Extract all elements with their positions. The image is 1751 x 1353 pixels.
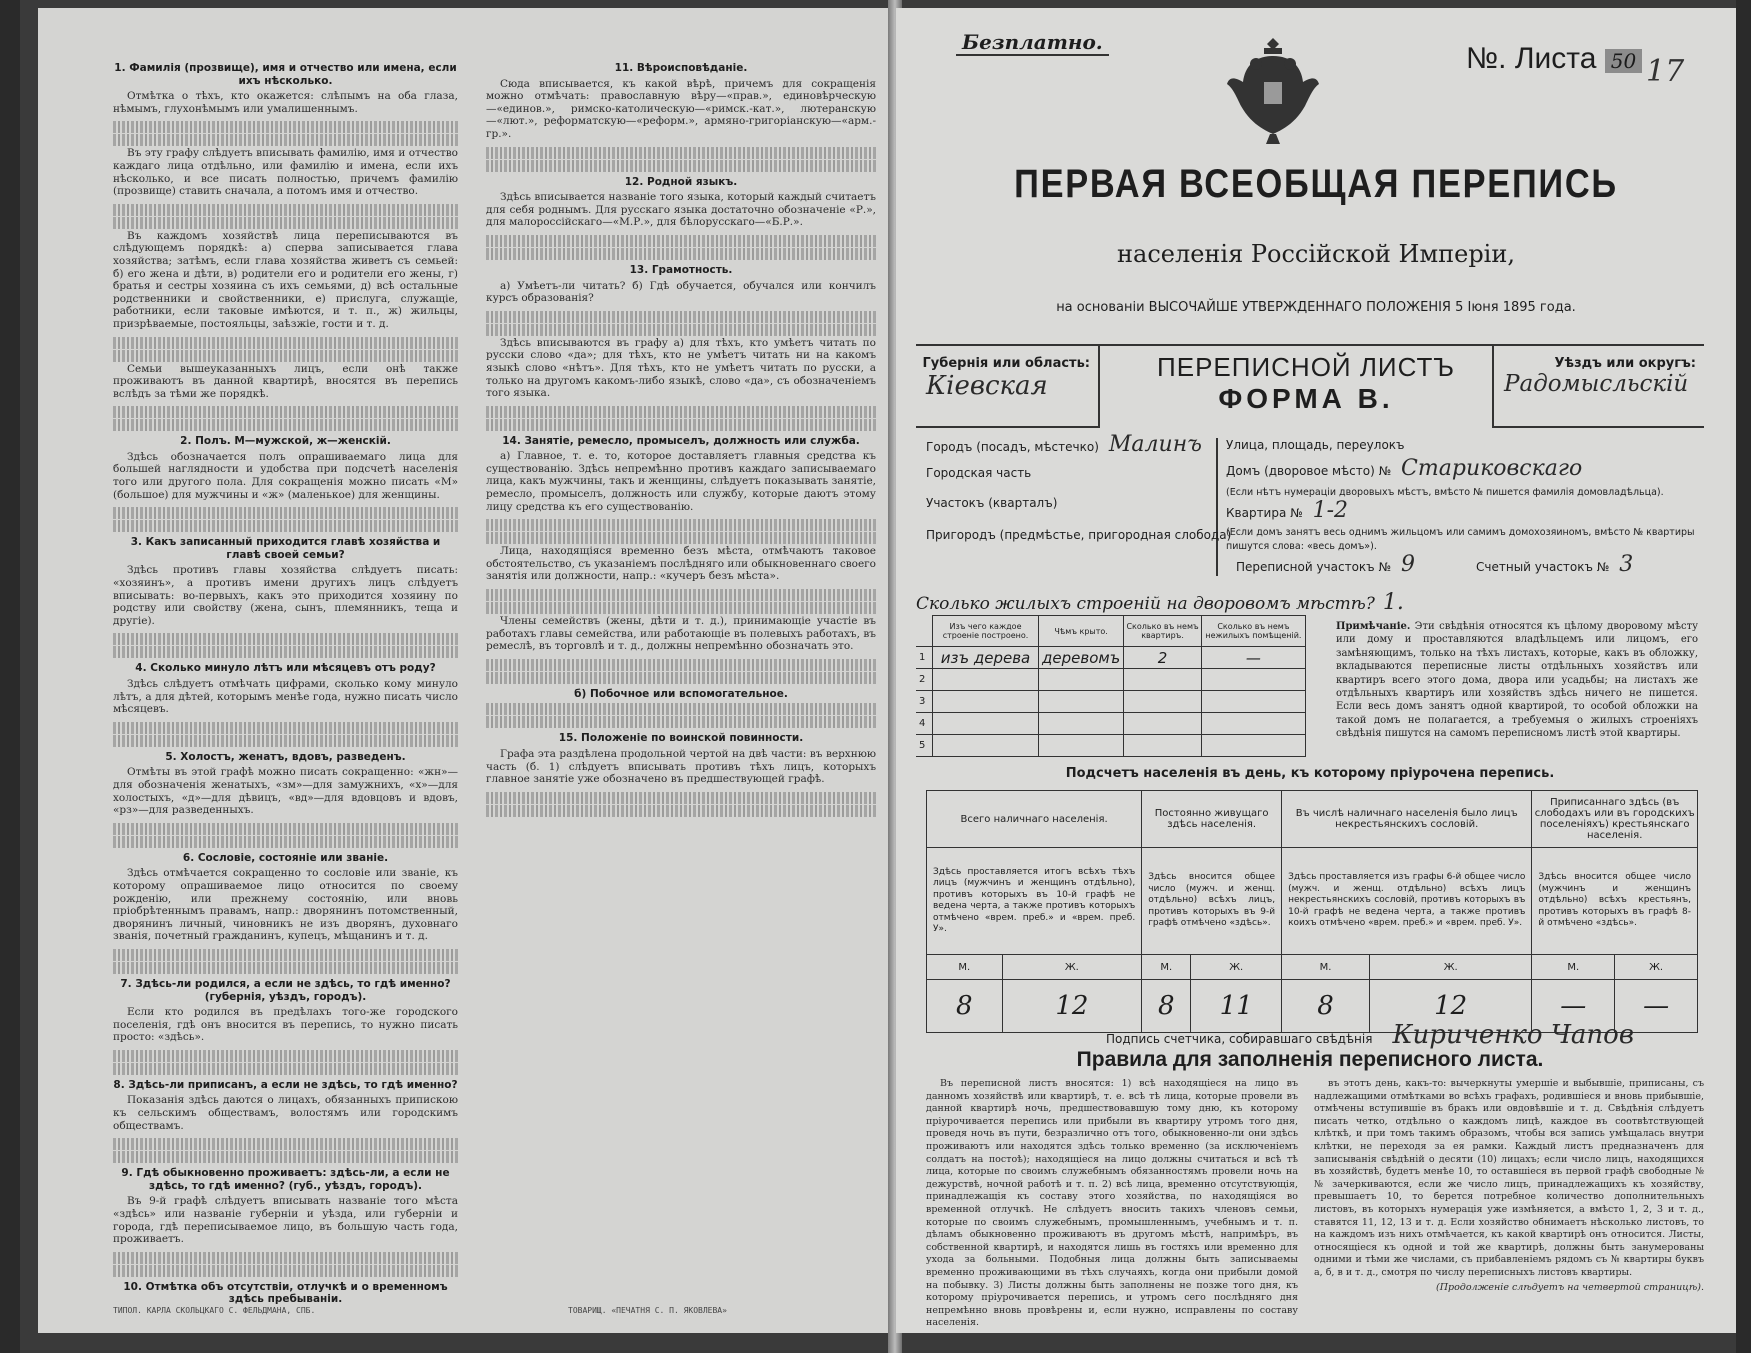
section-text: Здѣсь вписываются въ графу а) для тѣхъ, кто умѣетъ читать по русски слово «да»; для тѣхъ, кто не умѣетъ читать ни на какомъ языкѣ слово «нѣтъ». Для тѣхъ, кто не умѣетъ читать по русски, а только на другомъ какомъ-либо языкѣ, слово «да», съ обозначеніемъ того языка. — [486, 336, 876, 400]
text-line — [113, 350, 458, 362]
count-desc-peasant: Здѣсь вносится общее число (мужчинъ и женщинъ отдѣльно) всѣхъ крестьянъ, противъ которыхъ въ графѣ 8-й отмѣчено «здѣсь». — [1532, 848, 1698, 955]
text-line — [113, 949, 458, 961]
form-title: ПЕРЕПИСНОЙ ЛИСТЪ — [1157, 352, 1455, 382]
section-text: Отмѣты въ этой графѣ можно писать сокращенно: «жн»—для обозначенія женатыхъ, «зм»—для замужнихъ, «х»—для холостыхъ, «д»—для дѣвицъ, «вд»—для вдовцовъ и вдовъ, «рз»—для разведенныхъ. — [113, 766, 458, 817]
section-text: а) Главное, т. е. то, которое доставляетъ главныя средства къ существованію. Здѣсь непремѣнно противъ каждаго записываемаго лица, какъ мужчины, такъ и женщины, слѣдуетъ показывать занятіе, ремесло, промыселъ, должность или службу, которые даютъ этому лицу средства къ его существованію. — [486, 450, 876, 513]
population-count-title: Подсчетъ населенія въ день, къ которому пріурочена перепись. — [1065, 766, 1555, 781]
gubernia-label: Губернія или область: — [922, 356, 1090, 371]
census-district-value: 9 — [1400, 552, 1415, 577]
rules-column-1 — [926, 1078, 1298, 1332]
count-value: 12 — [1002, 980, 1142, 1033]
sex-male-label: М. — [927, 955, 1003, 980]
count-district-value: 3 — [1619, 552, 1634, 577]
buildings-cell — [1201, 691, 1305, 713]
text-line — [486, 805, 876, 817]
text-line — [486, 406, 876, 418]
apartment-label: Квартира № — [1226, 506, 1303, 520]
text-line — [113, 204, 458, 216]
text-line — [486, 602, 876, 614]
buildings-cell — [1201, 735, 1305, 757]
section-text: Если кто родился въ предѣлахъ того-же городского поселенія, гдѣ онъ вносится въ перепись, то нужно писать просто: «здѣсь». — [113, 1006, 458, 1044]
rules-continued: (Продолженіе слѣдуетъ на четвертой страницѣ). — [1436, 1281, 1704, 1293]
legal-basis: на основаніи ВЫСОЧАЙШЕ УТВЕРЖДЕННАГО ПОЛОЖЕНІЯ 5 Іюня 1895 года. — [1056, 300, 1576, 315]
count-value: — — [1615, 980, 1698, 1033]
census-district-label: Переписной участокъ № — [1236, 560, 1391, 574]
text-line — [486, 672, 876, 684]
section-heading: 2. Полъ. М—мужской, ж—женскій. — [180, 435, 391, 448]
form-name: ФОРМА В. — [1218, 383, 1394, 414]
text-line — [113, 507, 458, 519]
section-text: Здѣсь слѣдуетъ отмѣчать цифрами, сколько кому минуло лѣтъ, а для дѣтей, которымъ менѣе года, нужно писать число мѣсяцевъ. — [113, 678, 458, 716]
fields-divider — [1216, 438, 1218, 576]
section-heading: 9. Гдѣ обыкновенно проживаетъ: здѣсь-ли, а если не здѣсь, то гдѣ именно? (губ., уѣздъ, городъ). — [121, 1167, 450, 1192]
text-line — [486, 792, 876, 804]
section-text: Семьи вышеуказанныхъ лицъ, если онѣ также проживаютъ въ данной квартирѣ, вносятся въ перепись вслѣдъ за тѣми же порядкѣ. — [113, 362, 458, 400]
section-text: Члены семействъ (жены, дѣти и т. д.), принимающіе участіе въ работахъ главы семейства, или работающіе въ полевыхъ работахъ, въ ремеслѣ, въ торговлѣ и т. д., должны непремѣнно обозначать это. — [486, 615, 876, 653]
text-line — [113, 823, 458, 835]
buildings-header-nonresidential: Сколько въ немъ нежилыхъ помѣщеній. — [1201, 616, 1305, 647]
buildings-corner — [916, 616, 933, 647]
sex-female-label: Ж. — [1002, 955, 1142, 980]
section-heading: 1. Фамилія (прозвище), имя и отчество или имена, если ихъ нѣсколько. — [114, 62, 457, 87]
uezd-box — [1492, 346, 1704, 428]
buildings-cell — [933, 691, 1039, 713]
buildings-cell: 2 — [916, 669, 933, 691]
page-title: ПЕРВАЯ ВСЕОБЩАЯ ПЕРЕПИСЬ — [1014, 162, 1618, 206]
text-line — [113, 1265, 458, 1277]
section-text: Здѣсь вписывается названіе того языка, который каждый считаетъ для себя роднымъ. Для русскаго языка достаточно обозначеніе «Р.», для малороссійскаго—«М.Р.», для бѣлорусскаго—«Б.Р.». — [486, 191, 876, 229]
buildings-cell — [1039, 713, 1124, 735]
section-heading: 12. Родной языкъ. — [624, 175, 738, 188]
text-line — [113, 121, 458, 133]
section-text: Здѣсь противъ главы хозяйства слѣдуетъ писать: «хозяинъ», а противъ имени другихъ лицъ слѣдуетъ вписывать: во-первыхъ, какъ это приходится хозяину по родству или свойству (жена, сынъ, племянникъ, теща и другіе). — [113, 564, 458, 627]
living-buildings — [916, 590, 1404, 615]
buildings-row — [916, 735, 1306, 757]
book-spread — [20, 0, 1736, 1353]
living-buildings-label: Сколько жилыхъ строеній на дворовомъ мѣстѣ? — [916, 594, 1375, 614]
left-column-1 — [113, 58, 458, 1309]
living-buildings-value: 1. — [1382, 590, 1404, 615]
buildings-note — [1336, 620, 1698, 741]
uezd-value: Радомысльскій — [1504, 371, 1689, 397]
text-line — [113, 1050, 458, 1062]
text-line — [113, 134, 458, 146]
signature-value: Кириченко Чапов — [1392, 1020, 1634, 1050]
text-line — [113, 735, 458, 747]
text-line — [486, 160, 876, 172]
buildings-cell — [1039, 669, 1124, 691]
section-text: Въ каждомъ хозяйствѣ лица переписываются въ слѣдующемъ порядкѣ: а) сперва записывается глава хозяйства; затѣмъ, если глава хозяйства живетъ съ семьей: б) его жена и дѣти, в) родители его и родители его жены, г) братья и сестры хозяина съ ихъ семьями, д) всѣ остальные родственники и свойственники, е) прислуга, служащіе, работники, если таковые имѣются, и т. п., ж) жильцы, призрѣваемые, постояльцы, заѣзжіе, гости и т. д. — [113, 229, 458, 330]
text-line — [113, 1138, 458, 1150]
section-text: Здѣсь обозначается полъ опрашиваемаго лица для большей наглядности и удобства при подсчетѣ населенія того или другого пола. Для сокращенія можно писать «М» (большое) для мужчины и «ж» (маленькое) для женщины. — [113, 450, 458, 501]
rules-title: Правила для заполненія переписного листа. — [1076, 1048, 1544, 1071]
section-heading: 14. Занятіе, ремесло, промыселъ, должность или служба. — [502, 434, 860, 447]
text-line — [113, 337, 458, 349]
count-value: — — [1532, 980, 1615, 1033]
sheet-number — [1466, 42, 1642, 76]
count-desc-non-peasant: Здѣсь проставляется изъ графы 6-й общее число (мужч. и женщ. отдѣльно) всѣхъ лицъ некрестьянскихъ сословій, противъ которыхъ въ 10-й графѣ не ведена черта, а также противъ коихъ отмѣчено «врем. преб.» и «врем. преб. У». — [1282, 848, 1532, 955]
apartment-note: (Если домъ занятъ весь однимъ жильцомъ или самимъ домохозяиномъ, вмѣсто № квартиры пишутся слова: «весь домъ»). — [1226, 527, 1695, 552]
house-note: (Если нѣтъ нумераціи дворовыхъ мѣстъ, вмѣсто № пишется фамилія домовладѣльца). — [1226, 487, 1664, 498]
gubernia-box — [916, 346, 1100, 428]
buildings-cell — [933, 669, 1039, 691]
buildings-cell — [933, 713, 1039, 735]
buildings-cell — [1124, 691, 1202, 713]
section-text: Здѣсь отмѣчается сокращенно то сословіе или званіе, къ которому опрашиваемое лицо относится по своему рожденію, или прежнему состоянію, или вновь пріобрѣтеннымъ правамъ, напр.: дворянинъ потомственный, дворянинъ личный, чиновникъ не изъ дворянъ, духовнаго званія, почетный гражданинъ, купецъ, мѣщанинъ и т. д. — [113, 867, 458, 943]
count-value: 11 — [1191, 980, 1282, 1033]
text-line — [486, 147, 876, 159]
section-text: Въ 9-й графѣ слѣдуетъ вписывать названіе того мѣста «здѣсь» или названіе губерніи и уѣзда, или губерніи и города, гдѣ переписываемое лицо, въ большую часть года, проживаетъ. — [113, 1195, 458, 1246]
rules-text-2: въ этотъ день, какъ-то: вычеркнуты умершіе и выбывшіе, приписаны, съ надлежащими отмѣтками во всѣхъ графахъ, родившіеся и вновь прибывшіе, отмѣчены вступившіе въ бракъ или овдовѣвшіе и т. д. Свѣдѣнія слѣдуетъ писать четко, отдѣльно о каждомъ лицѣ, каждое въ соотвѣтствующей клѣткѣ, и при томъ такимъ образомъ, чтобы вся запись умѣщалась внутри клѣтки, не переходя за ея рамки. Каждый листъ предназначенъ для записыванія свѣдѣній о десяти (10) лицахъ; если число лицъ, находящихся въ хозяйствѣ, будетъ менѣе 10, то оставшіеся въ первой графѣ свободные №№ зачеркиваются, если же число лицъ, принадлежащихъ къ хозяйству, превышаетъ 10, то берется потребное количество дополнительныхъ листовъ, въ которыхъ нумерація уже измѣняется, а вмѣсто 1, 2, 3 и т. д., ставятся 11, 12, 13 и т. д. Если хозяйство обнимаетъ нѣсколько листовъ, то на каждомъ изъ нихъ отмѣчается, къ какой квартирѣ онъ относится. Листы, относящіеся къ одной и той же квартирѣ, должны быть занумерованы одними и тѣми же числами, съ прибавленіемъ рядомъ съ № квартиры буквъ а, б, в и т. д., смотря по числу переписныхъ листовъ квартиры. — [1314, 1078, 1704, 1278]
section-text: Графа эта раздѣлена продольной чертой на двѣ части: въ верхнюю часть (б. 1) слѣдуетъ вписывать противъ тѣхъ лицъ, которыхъ главное занятіе уже обозначено въ предшествующей графѣ. — [486, 748, 876, 786]
free-label: Безплатно. — [956, 30, 1109, 56]
text-line — [486, 659, 876, 671]
buildings-cell: — — [1201, 647, 1305, 669]
apartment-value: 1-2 — [1312, 498, 1349, 523]
count-header-non-peasant: Въ числѣ наличнаго населенія было лицъ некрестьянскихъ сословій. — [1282, 791, 1532, 848]
form-header — [916, 344, 1704, 432]
note-label: Примѣчаніе. — [1336, 621, 1411, 632]
buildings-cell — [1039, 691, 1124, 713]
city-value: Малинъ — [1108, 432, 1202, 457]
count-value: 8 — [927, 980, 1003, 1033]
section-heading: 7. Здѣсь-ли родился, а если не здѣсь, то гдѣ именно? (губернія, уѣздъ, городъ). — [120, 977, 451, 1003]
sheet-number-label: №. Листа — [1466, 42, 1597, 75]
printer-imprint-left: ТИПОЛ. КАРЛА СКОЛЬЦКАГО С. ФЕЛЬДМАНА, СПБ. — [113, 1306, 316, 1315]
buildings-cell: 1 — [916, 647, 933, 669]
text-line — [486, 519, 876, 531]
section-text: Отмѣтка о тѣхъ, кто окажется: слѣпымъ на оба глаза, нѣмымъ, глухонѣмымъ или умалишеннымъ. — [113, 90, 458, 115]
buildings-row — [916, 691, 1306, 713]
buildings-cell: 5 — [916, 735, 933, 757]
section-heading: 8. Здѣсь-ли приписанъ, а если не здѣсь, то гдѣ именно? — [113, 1078, 458, 1091]
text-line — [486, 248, 876, 260]
text-line — [113, 633, 458, 645]
buildings-header-apartments: Сколько въ немъ квартиръ. — [1124, 616, 1202, 647]
count-value: 12 — [1370, 980, 1532, 1033]
text-line — [486, 311, 876, 323]
gubernia-value: Кіевская — [926, 371, 1048, 401]
signature — [1106, 1020, 1634, 1050]
population-count-table — [926, 790, 1698, 1033]
text-line — [486, 324, 876, 336]
buildings-cell — [1124, 735, 1202, 757]
buildings-cell: 4 — [916, 713, 933, 735]
buildings-cell: 2 — [1124, 647, 1202, 669]
text-line — [113, 419, 458, 431]
text-line — [113, 646, 458, 658]
district-label: Участокъ (кварталъ) — [926, 496, 1058, 510]
archive-number: 17 — [1646, 54, 1685, 89]
buildings-cell: изъ дерева — [933, 647, 1039, 669]
signature-label: Подпись счетчика, собиравшаго свѣдѣнія — [1106, 1032, 1373, 1046]
form-name-block — [1126, 352, 1486, 415]
buildings-cell — [1124, 713, 1202, 735]
text-line — [486, 235, 876, 247]
rules-text-1: Въ переписной листъ вносятся: 1) всѣ находящіеся на лицо въ данномъ хозяйствѣ или квартирѣ, т. е. всѣ тѣ лица, которые провели въ данной квартирѣ ночь, предшествовавшую тому дню, къ которому пріурочивается перепись или прибыли въ квартиру утромъ того дня, проведя ночь въ пути, безразлично отъ того, обыкновенно-ли они здѣсь проживаютъ или находятся здѣсь только временно (за исключеніемъ солдатъ на постоѣ); находящіеся на лицо должны считаться и всѣ тѣ лица, которые по своимъ служебнымъ обязанностямъ провели ночь на дежурствѣ, ночной работѣ и т. п. 2) всѣ лица, временно отсутствующія, принадлежащія къ составу этого хозяйства, по находящіяся во временной отлучкѣ. Не слѣдуетъ вносить такихъ членовъ семьи, которые по своимъ служебнымъ, промышленнымъ, учебнымъ и т. п. дѣламъ обыкновенно проживаютъ въ другомъ мѣстѣ, напримѣръ, въ собственной квартирѣ, и находятся лишь въ гостяхъ или временно для ухода за больными. Подобныя лица должны быть записываемы временно проживающими въ тѣхъ случаяхъ, когда они прибыли домой на побывку. 3) Листы должны быть заполнены не позже того дня, къ которому пріурочивается перепись, и утромъ сего послѣдняго дня непремѣнно вновь провѣрены и, если нужно, исправлены по составу населенія. — [926, 1078, 1298, 1329]
text-line — [486, 532, 876, 544]
sex-female-label: Ж. — [1370, 955, 1532, 980]
text-line — [486, 419, 876, 431]
sex-male-label: М. — [1282, 955, 1370, 980]
city-label: Городъ (посадъ, мѣстечко) — [926, 440, 1099, 454]
text-line — [113, 1063, 458, 1075]
buildings-header-material: Изъ чего каждое строеніе построено. — [933, 616, 1039, 647]
count-desc-permanent: Здѣсь вносится общее число (мужч. и женщ. отдѣльно) всѣхъ лицъ, противъ которыхъ въ 9-й графѣ отмѣчено «здѣсь». — [1142, 848, 1282, 955]
count-value: 8 — [1142, 980, 1191, 1033]
text-line — [486, 703, 876, 715]
text-line — [113, 836, 458, 848]
buildings-cell — [1201, 669, 1305, 691]
page-subtitle: населенія Россійской Имперіи, — [1117, 240, 1515, 268]
text-line — [113, 406, 458, 418]
buildings-row — [916, 669, 1306, 691]
text-line — [113, 722, 458, 734]
count-value: 8 — [1282, 980, 1370, 1033]
section-text: Показанія здѣсь даются о лицахъ, обязанныхъ припискою къ сельскимъ обществамъ, волостямъ или городскимъ обществамъ. — [113, 1094, 458, 1132]
buildings-row — [916, 713, 1306, 735]
city-part-label: Городская часть — [926, 466, 1032, 480]
section-text: а) Умѣетъ-ли читать? б) Гдѣ обучается, обучался или кончилъ курсъ образованія? — [486, 279, 876, 305]
count-header-peasant: Приписаннаго здѣсь (въ слободахъ или въ городскихъ поселеніяхъ) крестьянскаго населенія. — [1532, 791, 1698, 848]
buildings-table — [916, 615, 1306, 757]
section-heading: 10. Отмѣтка объ отсутствіи, отлучкѣ и о временномъ здѣсь пребываніи. — [123, 1280, 448, 1306]
text-line — [113, 1151, 458, 1163]
sex-male-label: М. — [1142, 955, 1191, 980]
text-line — [486, 589, 876, 601]
printer-imprint-right: ТОВАРИЩ. «ПЕЧАТНЯ С. П. ЯКОВЛЕВА» — [568, 1306, 727, 1315]
double-headed-eagle-icon — [1226, 34, 1320, 146]
section-heading: 11. Вѣроисповѣданіе. — [614, 62, 748, 74]
text-line — [113, 520, 458, 532]
buildings-cell: деревомъ — [1039, 647, 1124, 669]
count-header-permanent: Постоянно живущаго здѣсь населенія. — [1142, 791, 1282, 848]
section-heading: 6. Сословіе, состояніе или званіе. — [182, 851, 389, 864]
section-heading: 5. Холостъ, женатъ, вдовъ, разведенъ. — [165, 750, 406, 763]
text-line — [113, 1252, 458, 1264]
house-label: Домъ (дворовое мѣсто) № — [1226, 464, 1392, 478]
buildings-cell — [1039, 735, 1124, 757]
text-line — [113, 217, 458, 229]
count-header-present: Всего наличнаго населенія. — [927, 791, 1142, 848]
buildings-cell — [933, 735, 1039, 757]
section-text: Лица, находящіяся временно безъ мѣста, отмѣчаютъ таковое обстоятельство, съ указаніемъ послѣдняго или обыкновеннаго своего занятія или должности, напр.: «кучеръ безъ мѣста». — [486, 545, 876, 583]
house-value: Стариковскаго — [1401, 456, 1583, 481]
left-page — [38, 8, 890, 1333]
sheet-number-value: 50 — [1605, 49, 1642, 73]
buildings-cell: 3 — [916, 691, 933, 713]
sex-female-label: Ж. — [1191, 955, 1282, 980]
note-text: Эти свѣдѣнія относятся къ цѣлому дворовому мѣсту или дому и проставляются владѣльцемъ или лицомъ, его замѣняющимъ, только на тѣхъ листахъ, которые, какъ въ обложку, вкладываются переписные листы отдѣльныхъ хозяйствъ или квартиръ всего этого дома, двора или усадьбы; на листахъ же отдѣльныхъ квартиръ или хозяйствъ здѣсь ничего не пишется. Если весь домъ занятъ одной квартирой, то особой обложки на такой домъ не полагается, а требуемыя о жилыхъ строеніяхъ свѣдѣнія пишутся на самомъ переписномъ листѣ этой квартиры. — [1336, 621, 1698, 740]
uezd-label: Уѣздъ или округъ: — [1554, 356, 1696, 371]
rules-column-2 — [1314, 1078, 1704, 1296]
street-label: Улица, площадь, переулокъ — [1226, 438, 1405, 452]
right-page — [896, 8, 1736, 1333]
count-desc-present: Здѣсь проставляется итогъ всѣхъ тѣхъ лицъ (мужчинъ и женщинъ отдѣльно), противъ которыхъ въ 10-й графѣ не ведена черта, а также противъ которыхъ отмѣчено «врем. преб.» и «врем. преб. У». — [927, 848, 1142, 955]
buildings-cell — [1201, 713, 1305, 735]
section-text: Въ эту графу слѣдуетъ вписывать фамилію, имя и отчество каждаго лица отдѣльно, или фамилію и имена, если ихъ нѣсколько, и все писать полностью, причемъ фамилію (прозвище) ставить сначала, а потомъ имя и отчество. — [113, 147, 458, 198]
buildings-header-roof: Чѣмъ крыто. — [1039, 616, 1124, 647]
buildings-row — [916, 647, 1306, 669]
section-text: Сюда вписывается, къ какой вѣрѣ, причемъ для сокращенія можно отмѣчать: православную вѣру—«прав.», единовѣрческую—«единов.», римско-католическую—«римск.-кат.», лютеранскую—«лют.», реформатскую—«реформ.», армяно-григоріанскую—«арм.-гр.». — [486, 77, 876, 140]
text-line — [486, 716, 876, 728]
section-heading: 3. Какъ записанный приходится главѣ хозяйства и главѣ своей семьи? — [130, 536, 441, 561]
text-line — [113, 962, 458, 974]
suburb-label: Пригородъ (предмѣстье, пригородная слобода) — [926, 528, 1232, 542]
section-heading: б) Побочное или вспомогательное. — [574, 687, 788, 700]
section-heading: 13. Грамотность. — [629, 263, 733, 276]
sex-female-label: Ж. — [1615, 955, 1698, 980]
section-heading: 15. Положеніе по воинской повинности. — [558, 732, 804, 745]
section-heading: 4. Сколько минуло лѣтъ или мѣсяцевъ отъ роду? — [135, 662, 436, 675]
count-district-label: Счетный участокъ № — [1476, 560, 1610, 574]
left-column-2 — [486, 58, 876, 818]
sex-male-label: М. — [1532, 955, 1615, 980]
buildings-cell — [1124, 669, 1202, 691]
